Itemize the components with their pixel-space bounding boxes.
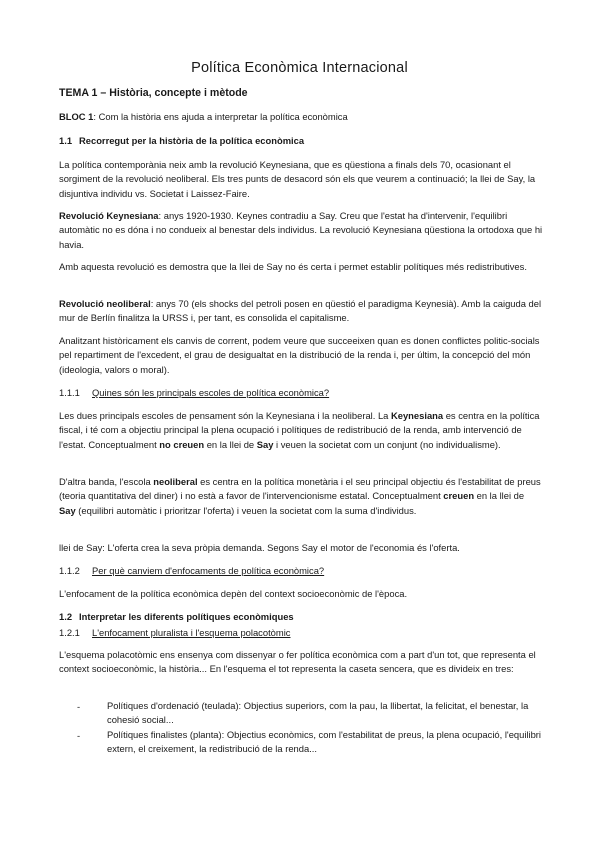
section-number: 1.2.1 bbox=[59, 627, 80, 638]
paragraph-neoliberal-school bbox=[59, 475, 543, 518]
bold-run: Keynesiana bbox=[390, 410, 444, 421]
text-run: (equilibri automàtic i prioritzar l'oferta) i veuen la societat com la suma d'individus. bbox=[75, 504, 417, 516]
paragraph-9: L'enfocament de la política econòmica depèn del context socioeconòmic de l'època. bbox=[59, 588, 408, 599]
section-1-2-heading bbox=[59, 610, 543, 624]
text-run: es centra en la política monetària i el seu principal objectiu és l'estabilitat de preus (teoria quantitativa del diner) i no està a favor de l'intervencionisme estatal. Conceptualment bbox=[59, 476, 541, 502]
bold-run: neoliberal bbox=[153, 476, 198, 487]
paragraph-keynesian bbox=[59, 209, 543, 252]
bullet-item: Polítiques d'ordenació (teulada): Objectius superiors, com la pau, la llibertat, la felicitat, el benestar, la cohesió social... bbox=[107, 700, 529, 726]
text-run: i veuen la societat com un conjunt (no individualisme). bbox=[273, 438, 501, 450]
section-title: Quines són les principals escoles de política econòmica? bbox=[92, 387, 330, 398]
bloc-text: : Com la història ens ajuda a interpretar la política econòmica bbox=[93, 111, 348, 122]
neoliberal-term: Revolució neoliberal bbox=[59, 298, 151, 309]
section-number: 1.1.2 bbox=[59, 565, 80, 576]
keynesian-text: : anys 1920-1930. Keynes contradiu a Say. Creu que l'estat ha d'intervenir, l'equilibri automàtic no es dóna i no condueix al benestar dels individus. La revolució Keynesiana qüestiona la ortodoxa que hi havia. bbox=[59, 210, 543, 250]
bold-run: creuen bbox=[443, 490, 475, 502]
neoliberal-text: : anys 70 (els shocks del petroli posen en qüestió el paradigma Keynesià). Amb la caiguda del mur de Berlín finalitza la URSS i, per tant, es consolida el capitalisme. bbox=[59, 298, 542, 324]
tema-heading bbox=[59, 86, 543, 100]
bloc-label: BLOC 1 bbox=[59, 111, 94, 122]
bold-run: Say bbox=[256, 438, 274, 450]
text-run: es centra en la política fiscal, i té com a objectiu principal la plena ocupació i polítiques de redistribució de la renda, amb intervenció de l'estat. Conceptualment bbox=[59, 410, 540, 450]
section-number: 1.1 bbox=[59, 135, 73, 146]
paragraph-10: L'esquema polacotòmic ens ensenya com dissenyar o fer política econòmica com a part d'un tot, que representa el context socioeconòmic, la història... En l'esquema el tot representa la caseta sencera, que es divideix en tres: bbox=[59, 649, 536, 675]
paragraph-3: Amb aquesta revolució es demostra que la llei de Say no és certa i permet establir polítiques més redistributives. bbox=[59, 261, 527, 272]
text-run: en la llei de bbox=[204, 438, 257, 450]
section-title: Interpretar les diferents polítiques econòmiques bbox=[79, 611, 294, 622]
bullet-marker: - bbox=[77, 701, 81, 712]
paragraph-neoliberal bbox=[59, 297, 543, 326]
section-title: Per què canviem d'enfocaments de política econòmica? bbox=[92, 565, 325, 576]
bold-run: Say bbox=[59, 504, 76, 516]
document-title: Política Econòmica Internacional bbox=[191, 60, 408, 76]
text-run: en la llei de bbox=[474, 490, 525, 502]
paragraph-say-law: llei de Say: L'oferta crea la seva pròpia demanda. Segons Say el motor de l'economia és l'oferta. bbox=[59, 542, 460, 553]
bullet-marker: - bbox=[77, 730, 81, 741]
bullet-item: Polítiques finalistes (planta): Objectius econòmics, com l'estabilitat de preus, la plena ocupació, l'equilibri extern, el creixement, la redistribució de la renda... bbox=[107, 729, 542, 755]
bloc-heading bbox=[59, 110, 543, 124]
section-1-1-2-heading bbox=[59, 564, 543, 578]
keynesian-term: Revolució Keynesiana bbox=[59, 210, 159, 221]
bold-run: no creuen bbox=[159, 438, 205, 450]
tema-heading-text: TEMA 1 – Història, concepte i mètode bbox=[59, 87, 248, 99]
section-title: Recorregut per la història de la política econòmica bbox=[79, 135, 305, 146]
paragraph-1: La política contemporània neix amb la revolució Keynesiana, que es qüestiona a finals dels 70, ocasionant el sorgiment de la revolució neoliberal. Els tres punts de desacord són els que veurem a continuació; la llei de Say, la disjuntiva individu vs. Societat i Laissez-Faire. bbox=[59, 159, 536, 199]
text-run: D'altra banda, l'escola bbox=[59, 476, 154, 487]
section-number: 1.2 bbox=[59, 611, 73, 622]
section-1-2-1-heading bbox=[59, 626, 543, 640]
text-run: Les dues principals escoles de pensament són la Keynesiana i la neoliberal. La bbox=[59, 410, 391, 421]
section-number: 1.1.1 bbox=[59, 387, 80, 398]
paragraph-schools bbox=[59, 409, 543, 452]
section-title: L'enfocament pluralista i l'esquema polacotòmic bbox=[92, 627, 291, 638]
paragraph-5: Analitzant històricament els canvis de corrent, podem veure que succeeixen quan es donen conflictes politic-socials pel repartiment de l'excedent, el grau de desigualtat en la distribució de la renda i, per últim, la concepció del món (ideologia, valors o moral). bbox=[59, 335, 540, 375]
section-1-1-1-heading bbox=[59, 386, 543, 400]
section-1-1-heading bbox=[59, 134, 543, 148]
